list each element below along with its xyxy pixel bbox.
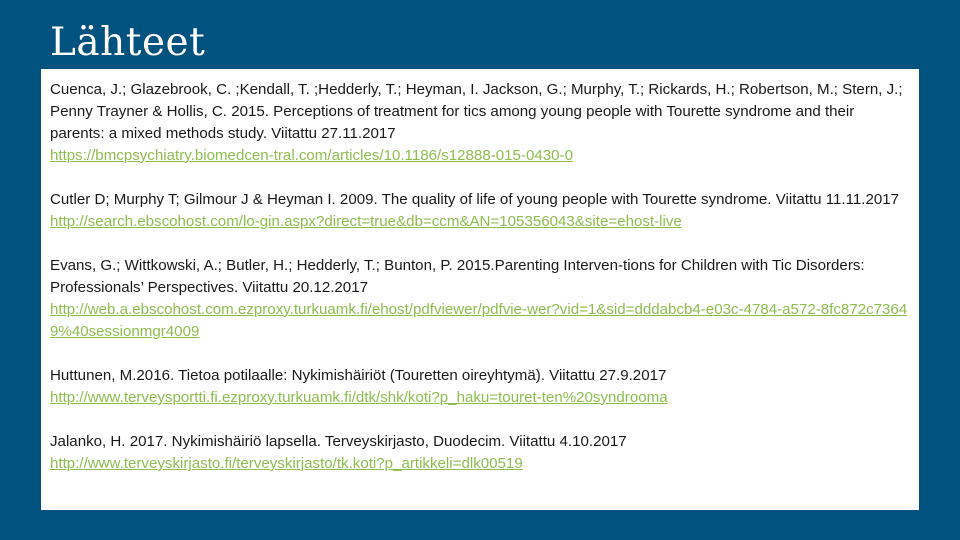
reference-item (50, 255, 909, 343)
reference-item (50, 431, 909, 475)
reference-text: Huttunen, M.2016. Tietoa potilaalle: Nykimishäiriöt (Touretten oireyhtymä). Viitattu 27.9.2017 (50, 367, 667, 384)
reference-link[interactable]: http://web.a.ebscohost.com.ezproxy.turkuamk.fi/ehost/pdfviewer/pdfvie-wer?vid=1&sid=dddabcb4-e03c-4784-a572-8fc872c73649%40sessionmgr4009 (50, 301, 908, 340)
reference-link[interactable]: http://search.ebscohost.com/lo-gin.aspx?direct=true&db=ccm&AN=105356043&site=ehost-live (50, 213, 682, 230)
reference-item (50, 189, 909, 233)
reference-text: Cutler D; Murphy T; Gilmour J & Heyman I. 2009. The quality of life of young people with Tourette syndrome. Viitattu 11.11.2017 (50, 191, 900, 208)
reference-link[interactable]: https://bmcpsychiatry.biomedcen-tral.com/articles/10.1186/s12888-015-0430-0 (50, 147, 573, 164)
reference-text: Evans, G.; Wittkowski, A.; Butler, H.; Hedderly, T.; Bunton, P. 2015.Parenting Interven-tions for Children with Tic Disorders: Professionals’ Perspectives. Viitattu 20.12.2017 (50, 257, 865, 296)
reference-link[interactable]: http://www.terveysportti.fi.ezproxy.turkuamk.fi/dtk/shk/koti?p_haku=touret-ten%20syndrooma (50, 389, 668, 406)
reference-item (50, 79, 909, 167)
reference-item (50, 365, 909, 409)
reference-text: Jalanko, H. 2017. Nykimishäiriö lapsella. Terveyskirjasto, Duodecim. Viitattu 4.10.2017 (50, 433, 627, 450)
reference-link[interactable]: http://www.terveyskirjasto.fi/terveyskirjasto/tk.koti?p_artikkeli=dlk00519 (50, 455, 523, 472)
reference-text: Cuenca, J.; Glazebrook, C. ;Kendall, T. ;Hedderly, T.; Heyman, I. Jackson, G.; Murphy, T.; Rickards, H.; Robertson, M.; Stern, J.; Penny Trayner & Hollis, C. 2015. Perceptions of treatment for tics among young people with Tourette syndrome and their parents: a mixed methods study. Viitattu 27.11.2017 (50, 81, 903, 142)
references-box (41, 69, 919, 510)
slide-title: Lähteet (50, 20, 206, 65)
